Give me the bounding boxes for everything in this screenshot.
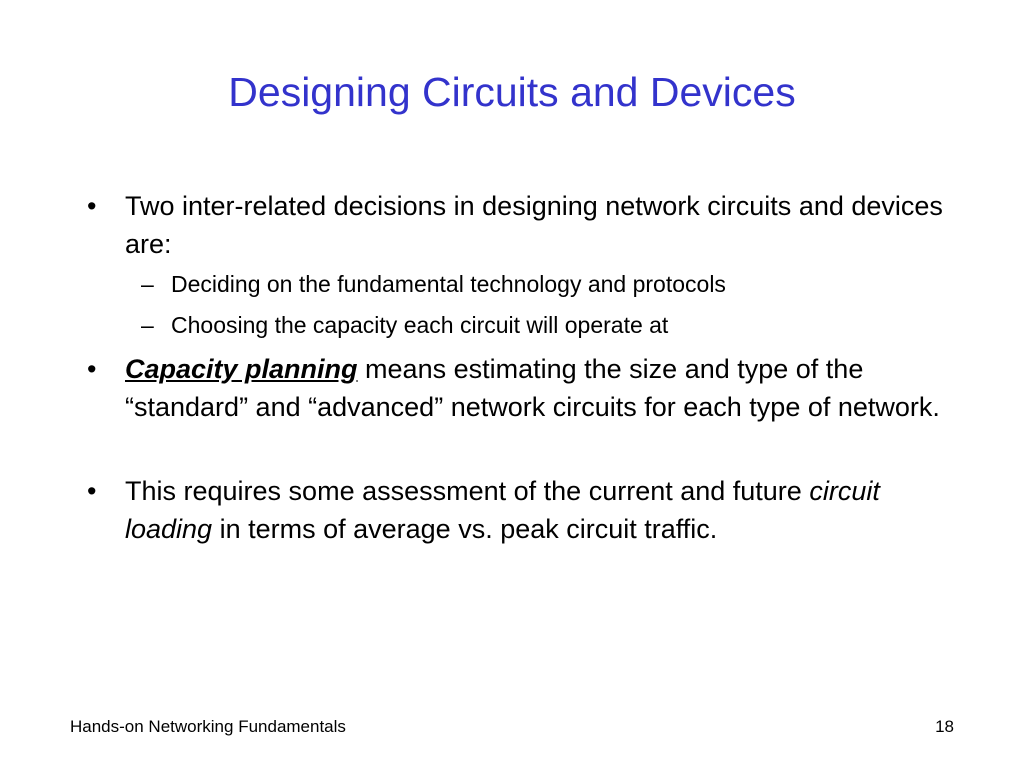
slide-title: Designing Circuits and Devices: [228, 69, 796, 115]
sub-item-2: [141, 309, 931, 341]
sub-item-text: Deciding on the fundamental technology and protocols: [171, 271, 726, 297]
bullet-marker: •: [87, 191, 97, 221]
circuit-loading-term: circuit loading: [125, 476, 880, 544]
bullet-text: in terms of average vs. peak circuit traffic.: [212, 514, 718, 544]
bullet-text: means estimating the size and type of the “standard” and “advanced” network circuits for each type of network.: [125, 354, 940, 422]
sub-item-text: Choosing the capacity each circuit will operate at: [171, 312, 669, 338]
footer-page-number: 18: [935, 717, 954, 736]
bullet-text: Two inter-related decisions in designing network circuits and devices are:: [125, 191, 943, 259]
bullet-item-2: [87, 350, 945, 426]
bullet-item-1: [87, 187, 945, 263]
bullet-marker: •: [87, 476, 97, 506]
bullet-marker: •: [87, 354, 97, 384]
sub-marker: –: [141, 271, 154, 297]
footer-course-title: Hands-on Networking Fundamentals: [70, 717, 346, 736]
bullet-text-lead: This requires some assessment of the current and future: [125, 476, 810, 506]
bullet-item-3: [87, 472, 945, 548]
sub-item-1: [141, 268, 931, 300]
sub-marker: –: [141, 312, 154, 338]
capacity-planning-term: Capacity planning: [125, 354, 358, 384]
